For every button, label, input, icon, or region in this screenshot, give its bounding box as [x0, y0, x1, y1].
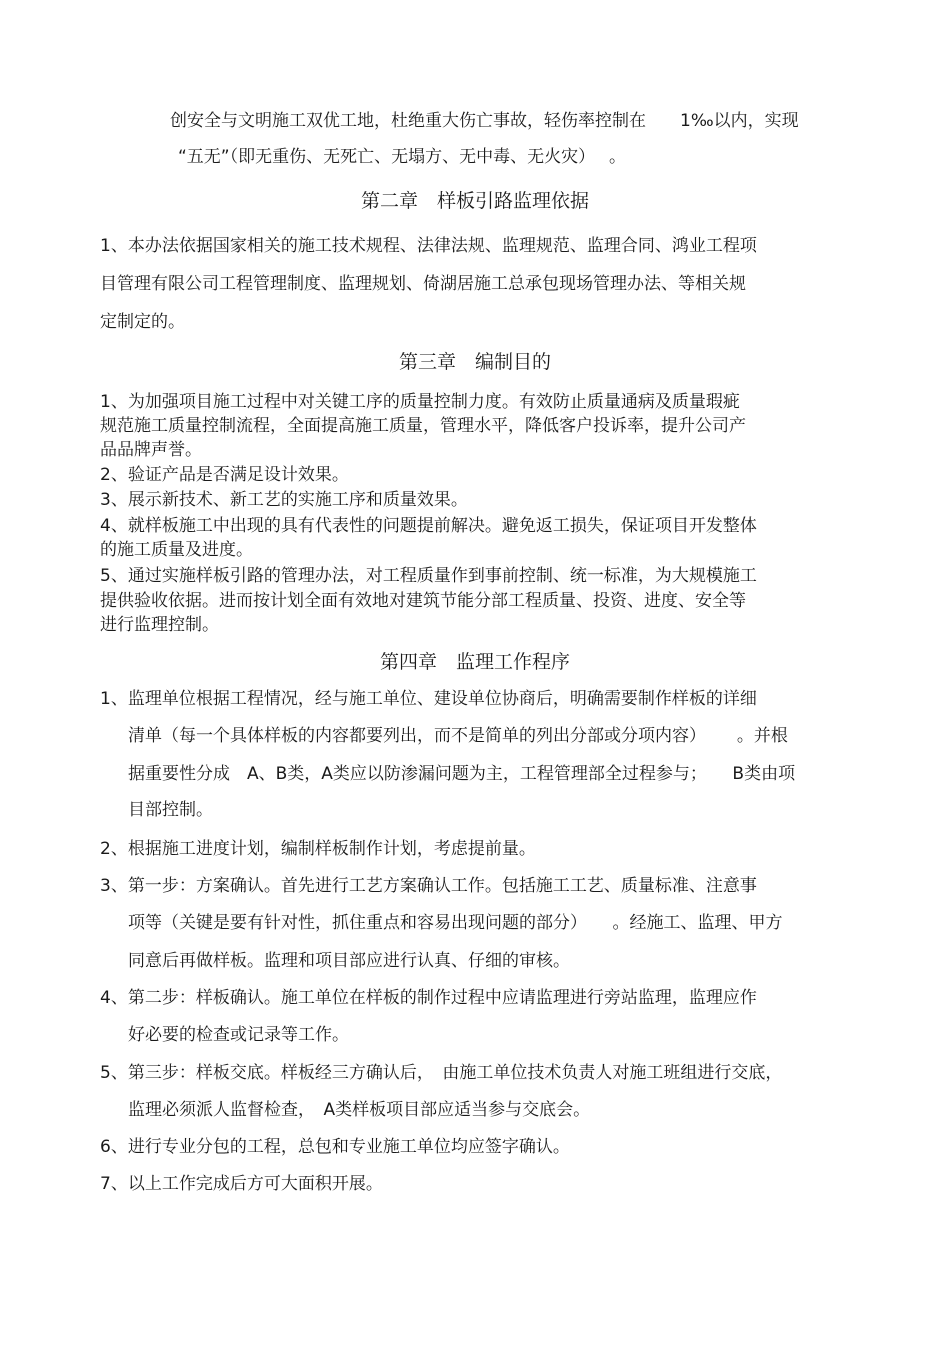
chapter-3-line-10: 进行监理控制。	[100, 615, 219, 635]
chapter-2-line-3: 定制定的。	[100, 312, 185, 332]
chapter-4-line-3: 据重要性分成 A、B类，A类应以防渗漏问题为主，工程管理部全过程参与； B类由项	[128, 764, 796, 784]
chapter-4-line-5: 2、根据施工进度计划，编制样板制作计划，考虑提前量。	[100, 839, 536, 859]
intro-line-1: 创安全与文明施工双优工地，杜绝重大伤亡事故，轻伤率控制在 1‰以内，实现	[170, 111, 799, 131]
chapter-3-line-1: 1、为加强项目施工过程中对关键工序的质量控制力度。有效防止质量通病及质量瑕疵	[100, 392, 740, 412]
chapter-4-line-2: 清单（每一个具体样板的内容都要列出，而不是简单的列出分部或分项内容） 。并根	[128, 726, 788, 746]
chapter-4-line-1: 1、监理单位根据工程情况，经与施工单位、建设单位协商后，明确需要制作样板的详细	[100, 689, 757, 709]
chapter-4-line-11: 5、第三步：样板交底。样板经三方确认后， 由施工单位技术负责人对施工班组进行交底，	[100, 1063, 783, 1083]
chapter-3-line-7: 的施工质量及进度。	[100, 540, 253, 560]
chapter-4-line-13: 6、进行专业分包的工程，总包和专业施工单位均应签字确认。	[100, 1137, 570, 1157]
intro-line-2: “五无”（即无重伤、无死亡、无塌方、无中毒、无火灾） 。	[178, 147, 627, 167]
chapter-3-line-6: 4、就样板施工中出现的具有代表性的问题提前解决。避免返工损失，保证项目开发整体	[100, 516, 757, 536]
chapter-4-line-8: 同意后再做样板。监理和项目部应进行认真、仔细的审核。	[128, 951, 570, 971]
chapter-4-line-4: 目部控制。	[128, 800, 213, 820]
chapter-3-line-8: 5、通过实施样板引路的管理办法，对工程质量作到事前控制、统一标准，为大规模施工	[100, 566, 757, 586]
chapter-4-line-12: 监理必须派人监督检查， A类样板项目部应适当参与交底会。	[128, 1100, 591, 1120]
chapter-3-title: 第三章 编制目的	[398, 351, 551, 373]
chapter-4-line-10: 好必要的检查或记录等工作。	[128, 1025, 349, 1045]
chapter-3-line-9: 提供验收依据。进而按计划全面有效地对建筑节能分部工程质量、投资、进度、安全等	[100, 591, 746, 611]
chapter-3-line-5: 3、展示新技术、新工艺的实施工序和质量效果。	[100, 490, 468, 510]
chapter-2-line-2: 目管理有限公司工程管理制度、监理规划、倚湖居施工总承包现场管理办法、等相关规	[100, 274, 746, 294]
chapter-4-line-9: 4、第二步：样板确认。施工单位在样板的制作过程中应请监理进行旁站监理，监理应作	[100, 988, 757, 1008]
chapter-3-line-3: 品品牌声誉。	[100, 440, 202, 460]
chapter-3-line-4: 2、验证产品是否满足设计效果。	[100, 465, 349, 485]
chapter-2-line-1: 1、本办法依据国家相关的施工技术规程、法律法规、监理规范、监理合同、鸿业工程项	[100, 236, 757, 256]
chapter-4-line-6: 3、第一步：方案确认。首先进行工艺方案确认工作。包括施工工艺、质量标准、注意事	[100, 876, 757, 896]
chapter-3-line-2: 规范施工质量控制流程，全面提高施工质量，管理水平，降低客户投诉率，提升公司产	[100, 416, 746, 436]
chapter-4-title: 第四章 监理工作程序	[379, 651, 570, 673]
chapter-2-title: 第二章 样板引路监理依据	[360, 190, 589, 212]
chapter-4-line-14: 7、以上工作完成后方可大面积开展。	[100, 1174, 383, 1194]
chapter-4-line-7: 项等（关键是要有针对性，抓住重点和容易出现问题的部分） 。经施工、监理、甲方	[128, 913, 783, 933]
